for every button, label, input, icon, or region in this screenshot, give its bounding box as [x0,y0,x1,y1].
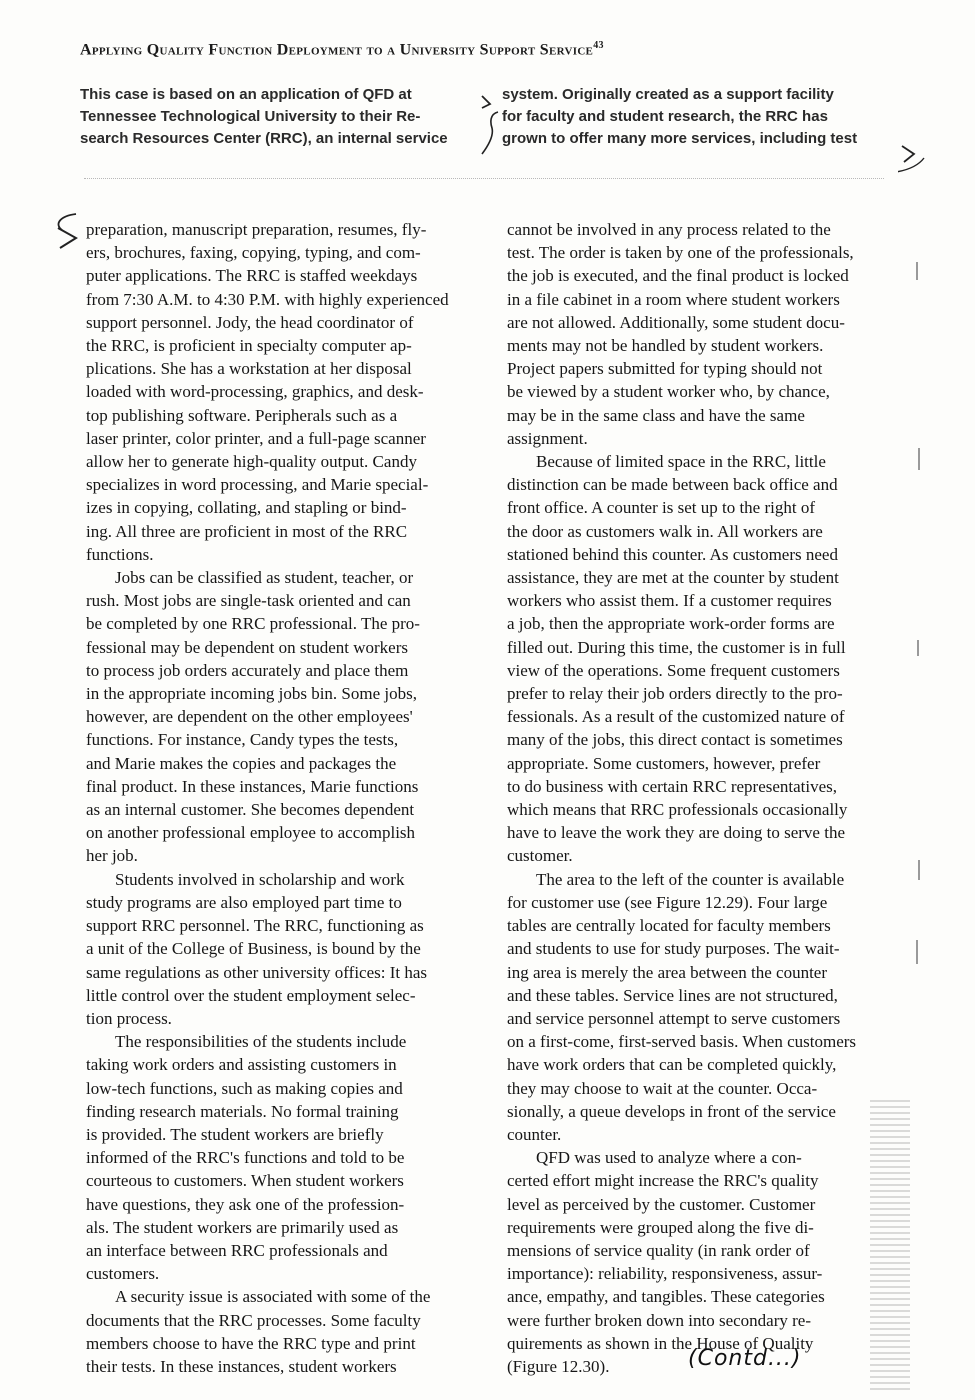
text-line: as an internal customer. She becomes dependent [86,800,415,820]
text-line: an interface between RRC professionals and [86,1240,388,1260]
text-line: documents that the RRC processes. Some faculty [86,1310,421,1330]
handwritten-bracket-icon [478,94,502,158]
intro-left [80,84,480,150]
text-line: functions. For instance, Candy types the tests, [86,730,399,750]
text-line: tion process. [86,1008,172,1028]
right-column [507,218,909,1378]
text-line: have to leave the work they are doing to serve the [507,823,845,843]
text-line: low-tech functions, such as making copies and [86,1078,403,1098]
text-line: courteous to customers. When student workers [86,1171,404,1191]
text-line: the RRC, is proficient in specialty computer ap- [86,336,412,356]
margin-mark [917,640,919,656]
footnote-ref: 43 [593,40,604,51]
text-line: QFD was used to analyze where a con- [536,1148,802,1168]
text-line: the door as customers walk in. All workers are [507,521,823,541]
text-line: loaded with word-processing, graphics, and desk- [86,382,424,402]
text-line: many of the jobs, this direct contact is sometimes [507,730,843,750]
intro-line: Tennessee Technological University to their Re- [80,108,421,125]
text-line: functions. [86,544,154,564]
text-line: informed of the RRC's functions and told to be [86,1148,405,1168]
text-line: workers who assist them. If a customer requires [507,591,832,611]
text-line: laser printer, color printer, and a full-page scanner [86,428,426,448]
scan-edge-noise [870,1100,910,1390]
text-line: quirements as shown in the House of Quality [507,1333,814,1353]
case-title [80,40,604,59]
text-line: ers, brochures, faxing, copying, typing, and com- [86,243,421,263]
text-line: fessionals. As a result of the customized nature of [507,707,845,727]
text-line: little control over the student employment selec- [86,985,416,1005]
margin-mark [916,262,918,280]
text-line: appropriate. Some customers, however, prefer [507,753,821,773]
text-line: are not allowed. Additionally, some student docu- [507,312,845,332]
text-line: ing area is merely the area between the counter [507,962,828,982]
text-line: rush. Most jobs are single-task oriented and can [86,591,411,611]
text-line: level as perceived by the customer. Customer [507,1194,816,1214]
text-line: ments may not be handled by student workers. [507,336,824,356]
text-line: the job is executed, and the final product is locked [507,266,849,286]
text-line: is provided. The student workers are briefly [86,1124,384,1144]
continuation-arrow-icon [898,140,928,180]
continuation-arrow-icon [48,212,82,252]
text-line: a job, then the appropriate work-order forms are [507,614,835,634]
text-line: (Figure 12.30). [507,1356,610,1376]
text-line: in a file cabinet in a room where student workers [507,289,840,309]
text-line: sionally, a queue develops in front of the service [507,1101,836,1121]
text-line: tables are centrally located for faculty members [507,916,831,936]
text-line: were further broken down into secondary re- [507,1310,811,1330]
text-line: counter. [507,1124,562,1144]
text-line: plications. She has a workstation at her disposal [86,359,412,379]
text-line: mensions of service quality (in rank order of [507,1240,810,1260]
text-line: study programs are also employed part time to [86,892,402,912]
text-line: to do business with certain RRC representatives, [507,776,838,796]
text-line: A security issue is associated with some of the [115,1287,431,1307]
text-line: same regulations as other university offices: It has [86,962,428,982]
text-line: specializes in word processing, and Marie special- [86,475,429,495]
text-line: prefer to relay their job orders directly to the pro- [507,684,843,704]
text-line: izes in copying, collating, and stapling or bind- [86,498,407,518]
text-line: which means that RRC professionals occasionally [507,800,848,820]
text-line: however, are dependent on the other employees' [86,707,413,727]
text-line: support personnel. Jody, the head coordinator of [86,312,414,332]
intro-line: for faculty and student research, the RRC has [502,108,828,125]
text-line: cannot be involved in any process related to the [507,220,831,239]
text-line: Students involved in scholarship and work [115,869,405,889]
left-column [86,218,488,1378]
text-line: assistance, they are met at the counter by student [507,568,839,588]
text-line: finding research materials. No formal training [86,1101,399,1121]
text-line: in the appropriate incoming jobs bin. Some jobs, [86,684,417,704]
text-line: from 7:30 A.M. to 4:30 P.M. with highly experienced [86,289,449,309]
text-line: Because of limited space in the RRC, little [536,452,826,472]
margin-mark [918,448,920,470]
intro-line: search Resources Center (RRC), an internal service [80,130,448,147]
text-line: puter applications. The RRC is staffed weekdays [86,266,418,286]
text-line: distinction can be made between back office and [507,475,838,495]
text-line: for customer use (see Figure 12.29). Four large [507,892,828,912]
text-line: members choose to have the RRC type and print [86,1333,416,1353]
text-line: fessional may be dependent on student workers [86,637,408,657]
text-line: The responsibilities of the students include [115,1032,407,1052]
text-line: ance, empathy, and tangibles. These categories [507,1287,825,1307]
text-line: and these tables. Service lines are not structured, [507,985,838,1005]
text-line: front office. A counter is set up to the right of [507,498,815,518]
text-line: a unit of the College of Business, is bound by the [86,939,421,959]
intro-right [502,84,902,150]
text-line: taking work orders and assisting customers in [86,1055,397,1075]
text-line: have questions, they ask one of the profession- [86,1194,405,1214]
text-line: may be in the same class and have the same [507,405,805,425]
section-divider [84,178,884,180]
text-line: Project papers submitted for typing should not [507,359,823,379]
intro-line: system. Originally created as a support facility [502,86,834,103]
text-line: view of the operations. Some frequent customers [507,660,840,680]
text-line: her job. [86,846,138,866]
handwritten-note: (Contd...) [688,1346,802,1371]
text-line: and service personnel attempt to serve customers [507,1008,841,1028]
text-line: support RRC personnel. The RRC, functioning as [86,916,424,936]
text-line: they may choose to wait at the counter. Occa- [507,1078,818,1098]
text-line: customer. [507,846,573,866]
text-line: have work orders that can be completed quickly, [507,1055,837,1075]
text-line: allow her to generate high-quality output. Candy [86,452,417,472]
text-line: final product. In these instances, Marie functions [86,776,419,796]
text-line: preparation, manuscript preparation, resumes, fly- [86,220,427,239]
intro-line: This case is based on an application of QFD at [80,86,412,103]
margin-mark [918,860,920,880]
text-line: ing. All three are proficient in most of the RRC [86,521,408,541]
text-line: stationed behind this counter. As customers need [507,544,838,564]
text-line: importance): reliability, responsiveness, assur- [507,1264,823,1284]
text-line: and students to use for study purposes. The wait- [507,939,840,959]
text-line: The area to the left of the counter is available [536,869,845,889]
text-line: to process job orders accurately and place them [86,660,409,680]
text-line: Jobs can be classified as student, teacher, or [115,568,414,588]
text-line: requirements were grouped along the five di- [507,1217,814,1237]
text-line: top publishing software. Peripherals such as a [86,405,398,425]
text-line: and Marie makes the copies and packages the [86,753,397,773]
intro-line: grown to offer many more services, including test [502,130,858,147]
text-line: customers. [86,1264,160,1284]
text-line: assignment. [507,428,588,448]
text-line: be completed by one RRC professional. The pro- [86,614,420,634]
text-line: filled out. During this time, the customer is in full [507,637,846,657]
text-line: test. The order is taken by one of the professionals, [507,243,854,263]
text-line: their tests. In these instances, student workers [86,1356,397,1376]
case-title-text: Applying Quality Function Deployment to a University Support Service [80,41,594,59]
text-line: be viewed by a student worker who, by chance, [507,382,830,402]
text-line: als. The student workers are primarily used as [86,1217,399,1237]
margin-mark [916,940,918,964]
text-line: on another professional employee to accomplish [86,823,416,843]
text-line: certed effort might increase the RRC's quality [507,1171,819,1191]
text-line: on a first-come, first-served basis. When customers [507,1032,857,1052]
